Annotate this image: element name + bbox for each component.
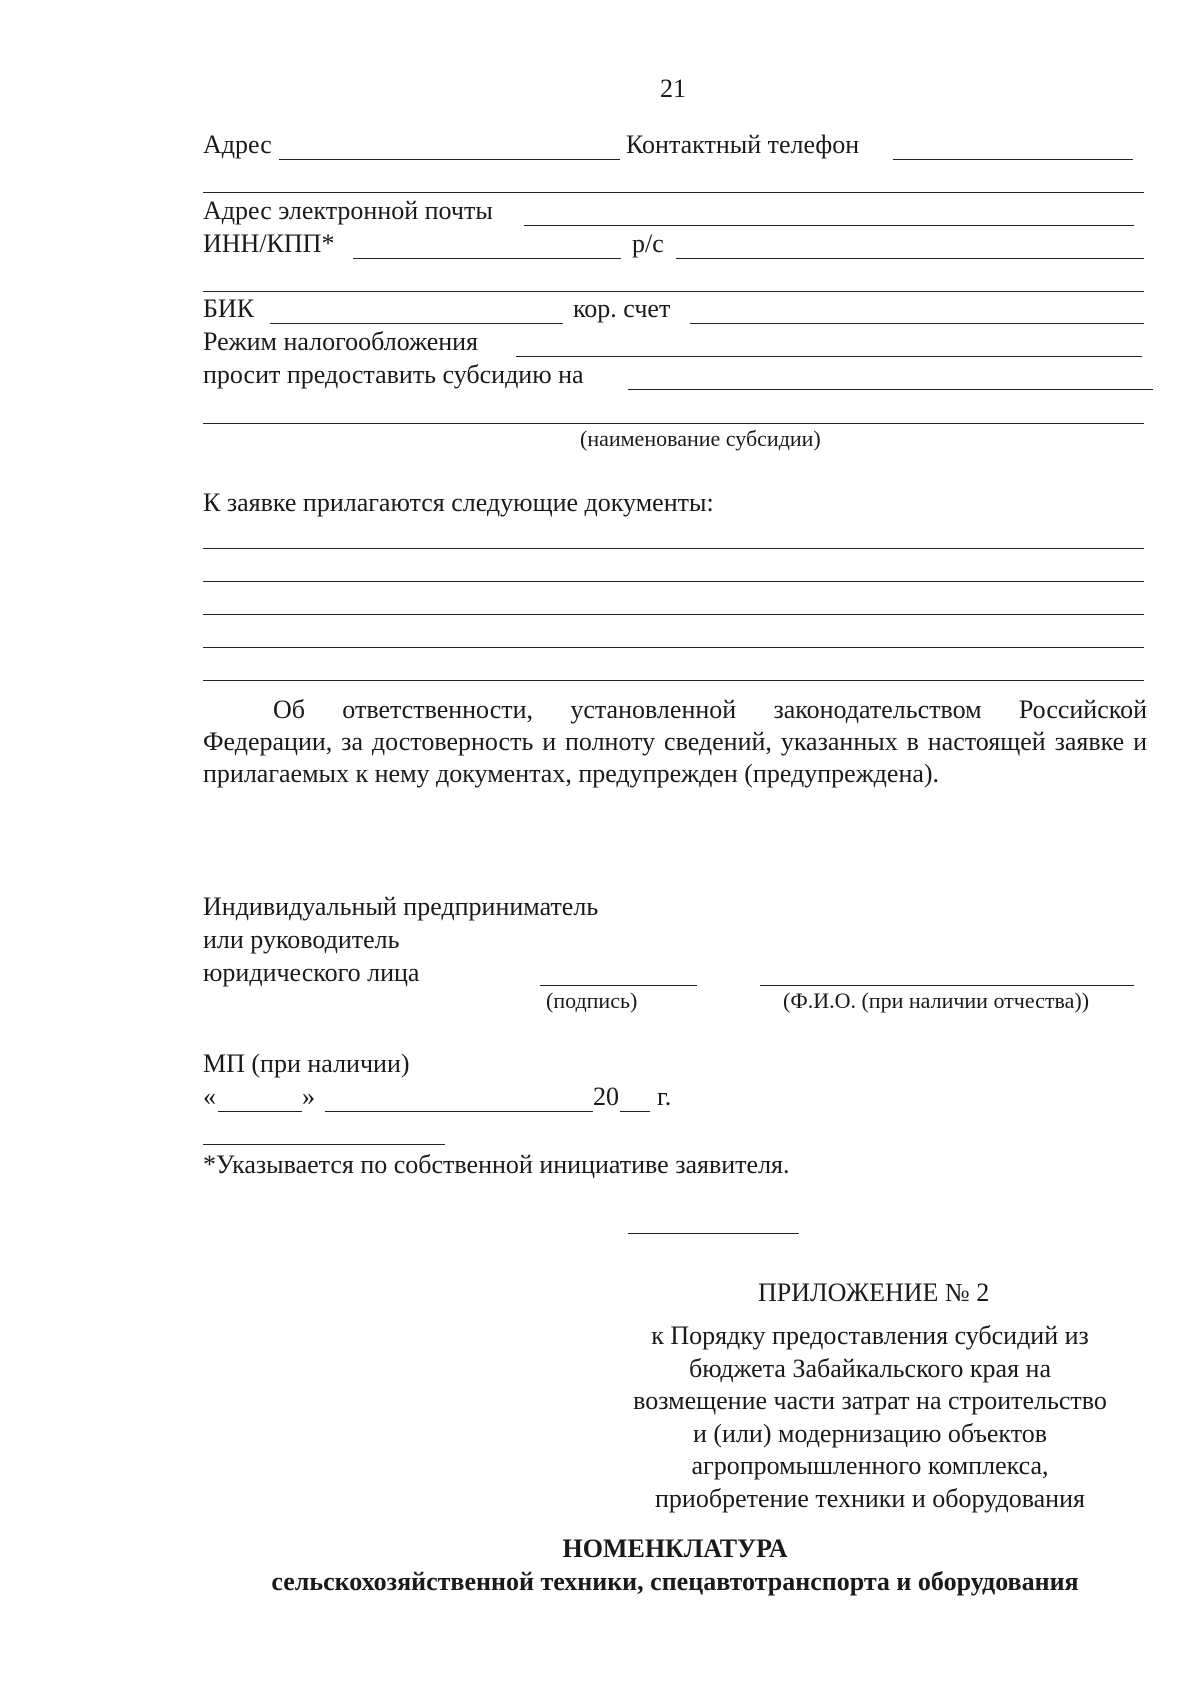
tax-mode-line xyxy=(516,356,1142,357)
attachments-label: К заявке прилагаются следующие документы: xyxy=(203,488,714,517)
phone-line xyxy=(893,159,1133,160)
signer-line-2: или руководитель xyxy=(203,925,400,954)
appendix-line-2: бюджета Забайкальского края на xyxy=(689,1353,1051,1383)
date-year-suffix: г. xyxy=(657,1082,672,1111)
signer-line-3: юридического лица xyxy=(203,958,420,987)
appendix-line-1: к Порядку предоставления субсидий из xyxy=(651,1321,1089,1350)
attachment-line-1 xyxy=(203,548,1144,549)
request-line xyxy=(628,389,1153,390)
attachment-line-2 xyxy=(203,581,1144,582)
appendix-line-4: и (или) модернизацию объектов xyxy=(692,1418,1048,1448)
responsibility-text: Об ответственности, установленной законодательством Российской Федерации, за достоверность и полноту сведений, указанных в настоящей заявке и прилагаемых к нему документах, предупрежден (предупреждена). xyxy=(203,695,1147,788)
rs-label: р/с xyxy=(632,229,664,258)
subsidy-caption: (наименование субсидии) xyxy=(580,426,821,451)
date-year-prefix: 20 xyxy=(593,1082,619,1111)
inn-kpp-label: ИНН/КПП* xyxy=(203,229,335,258)
bik-label: БИК xyxy=(203,294,255,323)
signature-caption: (подпись) xyxy=(546,988,638,1013)
appendix-line-3: возмещение части затрат на строительство xyxy=(633,1386,1107,1415)
rs-line xyxy=(676,258,1144,259)
attachment-line-4 xyxy=(203,647,1144,648)
signer-line-1: Индивидуальный предприниматель xyxy=(203,892,599,921)
appendix-description xyxy=(600,1320,1140,1515)
page-number: 21 xyxy=(660,74,686,103)
inn-kpp-line xyxy=(353,258,621,259)
address-continuation-line xyxy=(203,192,1144,193)
nomenclature-title: НОМЕНКЛАТУРА xyxy=(562,1534,788,1563)
phone-label: Контактный телефон xyxy=(626,130,860,159)
fio-line xyxy=(760,985,1134,986)
date-open-quote: « xyxy=(203,1082,216,1111)
mp-label: МП (при наличии) xyxy=(203,1049,410,1078)
email-label: Адрес электронной почты xyxy=(203,196,493,225)
footnote-text: *Указывается по собственной инициативе заявителя. xyxy=(203,1150,790,1179)
appendix-title: ПРИЛОЖЕНИЕ № 2 xyxy=(758,1278,990,1307)
kor-label: кор. счет xyxy=(573,294,671,323)
address-line xyxy=(279,159,620,160)
footnote-separator xyxy=(203,1144,445,1145)
tax-mode-label: Режим налогообложения xyxy=(203,327,479,356)
date-month-line xyxy=(325,1111,593,1112)
kor-line xyxy=(690,323,1144,324)
signature-line xyxy=(540,985,697,986)
date-day-line xyxy=(218,1111,302,1112)
attachment-line-3 xyxy=(203,614,1144,615)
attachment-line-5 xyxy=(203,680,1144,681)
bik-line xyxy=(270,323,563,324)
subsidy-name-line xyxy=(203,423,1144,424)
request-label: просит предоставить субсидию на xyxy=(203,360,584,389)
section-separator xyxy=(628,1233,799,1234)
nomenclature-subtitle: сельскохозяйственной техники, спецавтотранспорта и оборудования xyxy=(271,1567,1079,1596)
fio-caption: (Ф.И.О. (при наличии отчества)) xyxy=(783,988,1090,1013)
address-label: Адрес xyxy=(203,130,272,159)
date-close-quote: » xyxy=(302,1082,315,1111)
email-line xyxy=(524,225,1134,226)
rs-continuation-line xyxy=(203,291,1144,292)
appendix-line-6: приобретение техники и оборудования xyxy=(655,1483,1085,1513)
date-year-line xyxy=(620,1111,650,1112)
responsibility-paragraph xyxy=(203,694,1147,790)
appendix-line-5: агропромышленного комплекса, xyxy=(691,1451,1049,1480)
